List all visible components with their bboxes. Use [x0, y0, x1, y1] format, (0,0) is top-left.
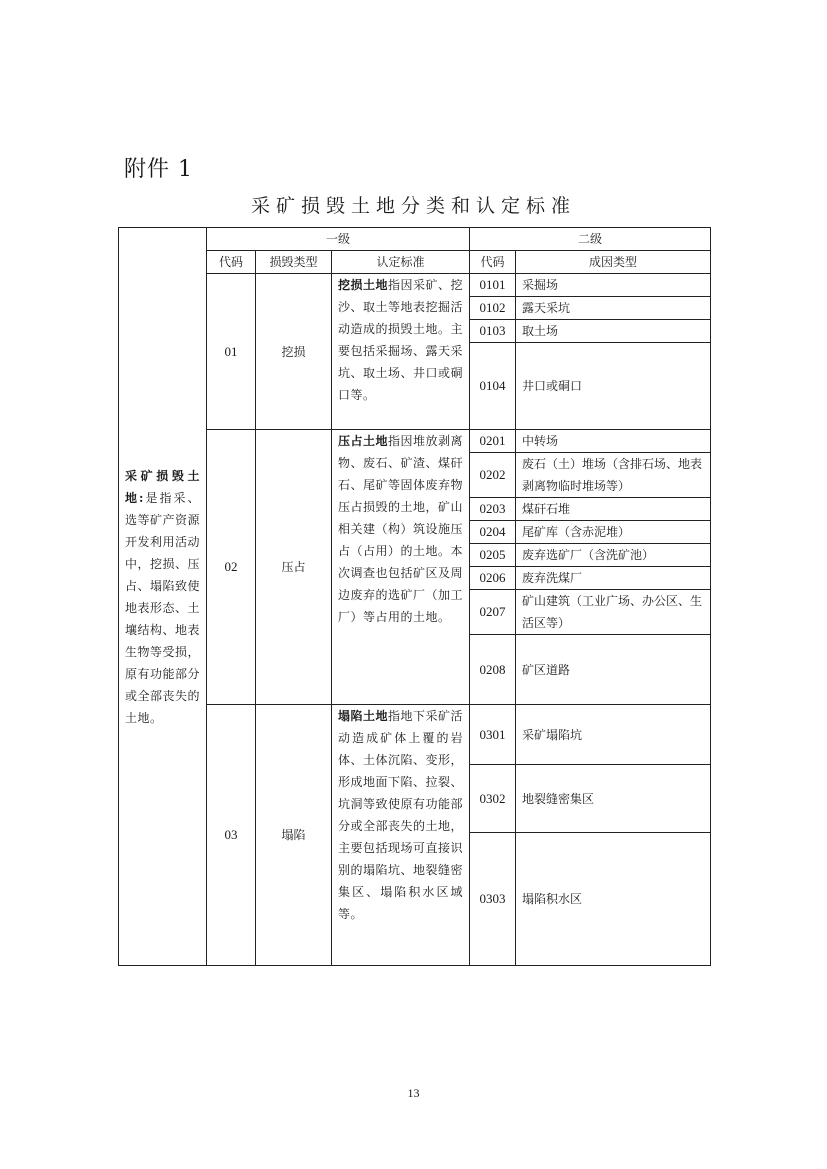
sub-code: 0303 [470, 833, 516, 966]
sub-code: 0208 [470, 635, 516, 705]
table-header-row-1 [119, 228, 711, 251]
criteria-text: 指因堆放剥离物、废石、矿渣、煤矸石、尾矿等固体废弃物压占损毁的土地，矿山相关建（构）筑设施压占（占用）的土地。本次调查也包括矿区及周边废弃的选矿厂（加工厂）等占用的土地。 [338, 434, 464, 624]
table-row [119, 430, 711, 453]
category-code: 01 [207, 274, 256, 430]
sub-name: 塌陷积水区 [516, 833, 711, 966]
sub-code: 0103 [470, 320, 516, 343]
criteria-term: 挖损土地 [338, 278, 389, 292]
sub-name: 井口或硐口 [516, 343, 711, 430]
sub-name: 矿山建筑（工业广场、办公区、生活区等） [516, 590, 711, 635]
sub-name: 采矿塌陷坑 [516, 705, 711, 765]
header-code: 代码 [207, 251, 256, 274]
criteria-term: 塌陷土地 [338, 709, 389, 723]
sub-code: 0206 [470, 567, 516, 590]
definition-term: 采矿损毁土地: [125, 468, 200, 505]
attachment-label: 附件 1 [124, 157, 193, 182]
sub-name: 取土场 [516, 320, 711, 343]
sub-name: 废弃洗煤厂 [516, 567, 711, 590]
criteria-text: 指地下采矿活动造成矿体上覆的岩体、土体沉陷、变形，形成地面下陷、拉裂、坑洞等致使原有功能部分或全部丧失的土地，主要包括现场可直接识别的塌陷坑、地裂缝密集区、塌陷积水区域等。 [338, 709, 464, 921]
page-number: 13 [407, 1086, 420, 1100]
sub-name: 废弃选矿厂（含洗矿池） [516, 544, 711, 567]
sub-code: 0202 [470, 453, 516, 498]
sub-code: 0101 [470, 274, 516, 297]
header-damage-type: 损毁类型 [256, 251, 332, 274]
criteria-text: 指因采矿、挖沙、取土等地表挖掘活动造成的损毁土地。主要包括采掘场、露天采坑、取土场、井口或硐口等。 [338, 278, 464, 402]
table-header-row-2 [119, 251, 711, 274]
classification-table [118, 227, 711, 966]
sub-code: 0104 [470, 343, 516, 430]
sub-name: 废石（土）堆场（含排石场、地表剥离物临时堆场等） [516, 453, 711, 498]
header-level2: 二级 [470, 228, 711, 251]
sub-name: 矿区道路 [516, 635, 711, 705]
definition-text: 是指采、选等矿产资源开发利用活动中，挖损、压占、塌陷致使地表形态、土壤结构、地表生物等受损，原有功能部分或全部丧失的土地。 [125, 490, 201, 725]
category-type: 压占 [256, 430, 332, 705]
category-code: 03 [207, 705, 256, 966]
definition-cell [119, 228, 207, 966]
criteria-term: 压占土地 [338, 434, 389, 448]
sub-name: 露天采坑 [516, 297, 711, 320]
table-row [119, 705, 711, 765]
sub-code: 0301 [470, 705, 516, 765]
category-type: 挖损 [256, 274, 332, 430]
sub-code: 0203 [470, 498, 516, 521]
category-criteria [332, 274, 470, 430]
sub-name: 中转场 [516, 430, 711, 453]
category-criteria [332, 705, 470, 966]
header-level1: 一级 [207, 228, 470, 251]
sub-code: 0205 [470, 544, 516, 567]
header-cause-type: 成因类型 [516, 251, 711, 274]
sub-name: 尾矿库（含赤泥堆） [516, 521, 711, 544]
sub-code: 0207 [470, 590, 516, 635]
header-criteria: 认定标准 [332, 251, 470, 274]
document-title: 采矿损毁土地分类和认定标准 [250, 195, 576, 217]
header-code2: 代码 [470, 251, 516, 274]
sub-code: 0201 [470, 430, 516, 453]
sub-name: 地裂缝密集区 [516, 765, 711, 833]
sub-name: 煤矸石堆 [516, 498, 711, 521]
sub-code: 0204 [470, 521, 516, 544]
sub-name: 采掘场 [516, 274, 711, 297]
category-code: 02 [207, 430, 256, 705]
category-type: 塌陷 [256, 705, 332, 966]
sub-code: 0302 [470, 765, 516, 833]
table-row [119, 274, 711, 297]
sub-code: 0102 [470, 297, 516, 320]
category-criteria [332, 430, 470, 705]
